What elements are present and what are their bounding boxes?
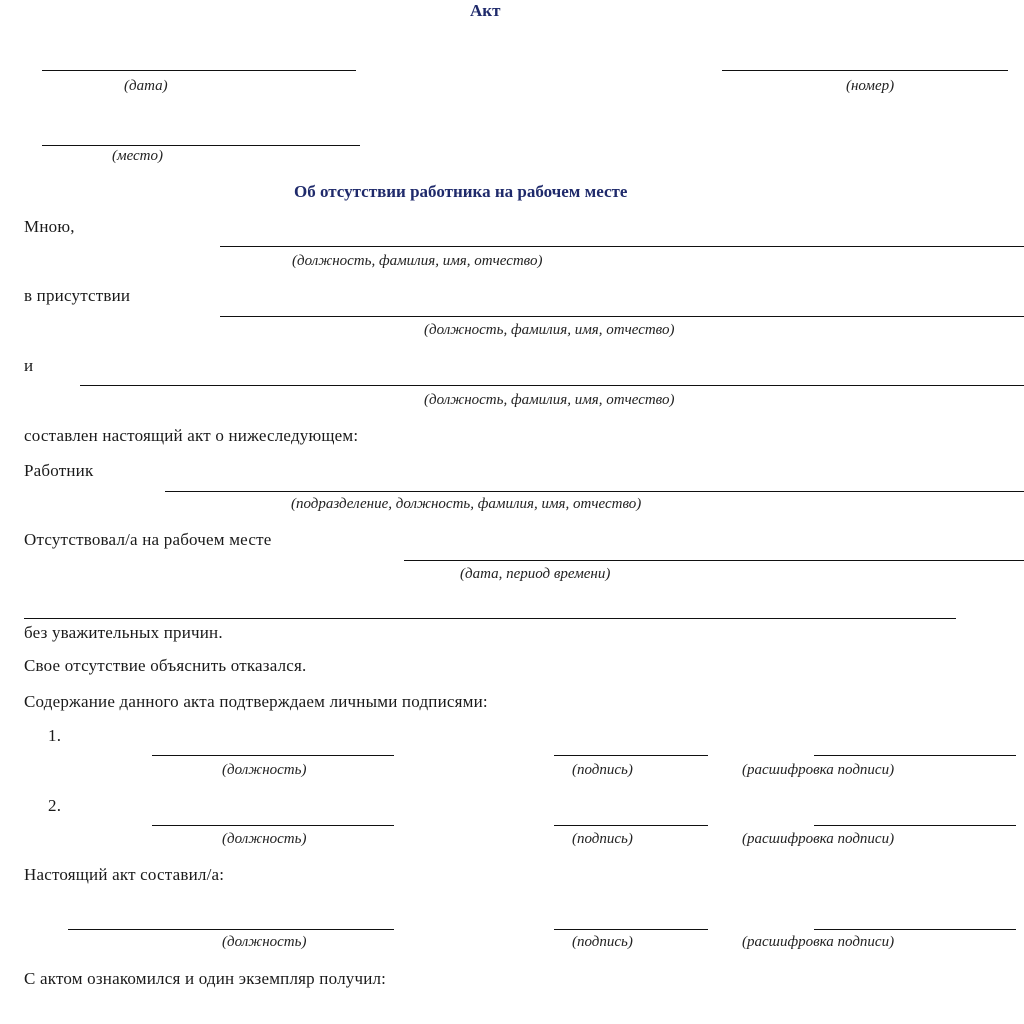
employee-hint: (подразделение, должность, фамилия, имя, отчество) <box>291 496 642 512</box>
position-hint: (должность) <box>222 831 307 847</box>
in-presence-label: в присутствии <box>24 286 131 305</box>
period-hint: (дата, период времени) <box>460 566 611 582</box>
date-line <box>42 70 356 71</box>
confirm-text: Содержание данного акта подтверждаем личными подписями: <box>24 692 488 711</box>
signature-hint: (подпись) <box>572 762 633 778</box>
person1-hint: (должность, фамилия, имя, отчество) <box>292 253 543 269</box>
date-hint: (дата) <box>124 78 168 94</box>
employee-label: Работник <box>24 461 94 480</box>
person3-line <box>80 385 1024 386</box>
decode-line <box>814 755 1016 756</box>
signature-line <box>554 929 708 930</box>
place-line <box>42 145 360 146</box>
person1-line <box>220 246 1024 247</box>
and-label: и <box>24 356 34 375</box>
position-line <box>152 825 394 826</box>
decode-line <box>814 929 1016 930</box>
place-hint: (место) <box>112 148 164 164</box>
composed-text: составлен настоящий акт о нижеследующем: <box>24 426 359 445</box>
person3-hint: (должность, фамилия, имя, отчество) <box>424 392 675 408</box>
signature-hint: (подпись) <box>572 831 633 847</box>
by-me-label: Мною, <box>24 217 75 236</box>
decode-hint: (расшифровка подписи) <box>742 762 895 778</box>
position-line <box>68 929 394 930</box>
document-subtitle: Об отсутствии работника на рабочем месте <box>294 182 628 201</box>
signature-hint: (подпись) <box>572 934 633 950</box>
signature-line <box>554 825 708 826</box>
decode-hint: (расшифровка подписи) <box>742 934 895 950</box>
decode-line <box>814 825 1016 826</box>
position-hint: (должность) <box>222 934 307 950</box>
number-hint: (номер) <box>846 78 895 94</box>
person2-hint: (должность, фамилия, имя, отчество) <box>424 322 675 338</box>
document-title: Акт <box>470 1 501 20</box>
position-line <box>152 755 394 756</box>
decode-hint: (расшифровка подписи) <box>742 831 895 847</box>
signature-row-number: 2. <box>48 796 62 815</box>
composed-by-label: Настоящий акт составил/а: <box>24 865 225 884</box>
extra-line <box>24 618 956 619</box>
was-absent-label: Отсутствовал/а на рабочем месте <box>24 530 272 549</box>
no-reason-text: без уважительных причин. <box>24 623 223 642</box>
refused-text: Свое отсутствие объяснить отказался. <box>24 656 307 675</box>
employee-line <box>165 491 1024 492</box>
acknowledged-text: С актом ознакомился и один экземпляр получил: <box>24 969 387 988</box>
signature-line <box>554 755 708 756</box>
number-line <box>722 70 1008 71</box>
position-hint: (должность) <box>222 762 307 778</box>
period-line <box>404 560 1024 561</box>
person2-line <box>220 316 1024 317</box>
signature-row-number: 1. <box>48 726 62 745</box>
